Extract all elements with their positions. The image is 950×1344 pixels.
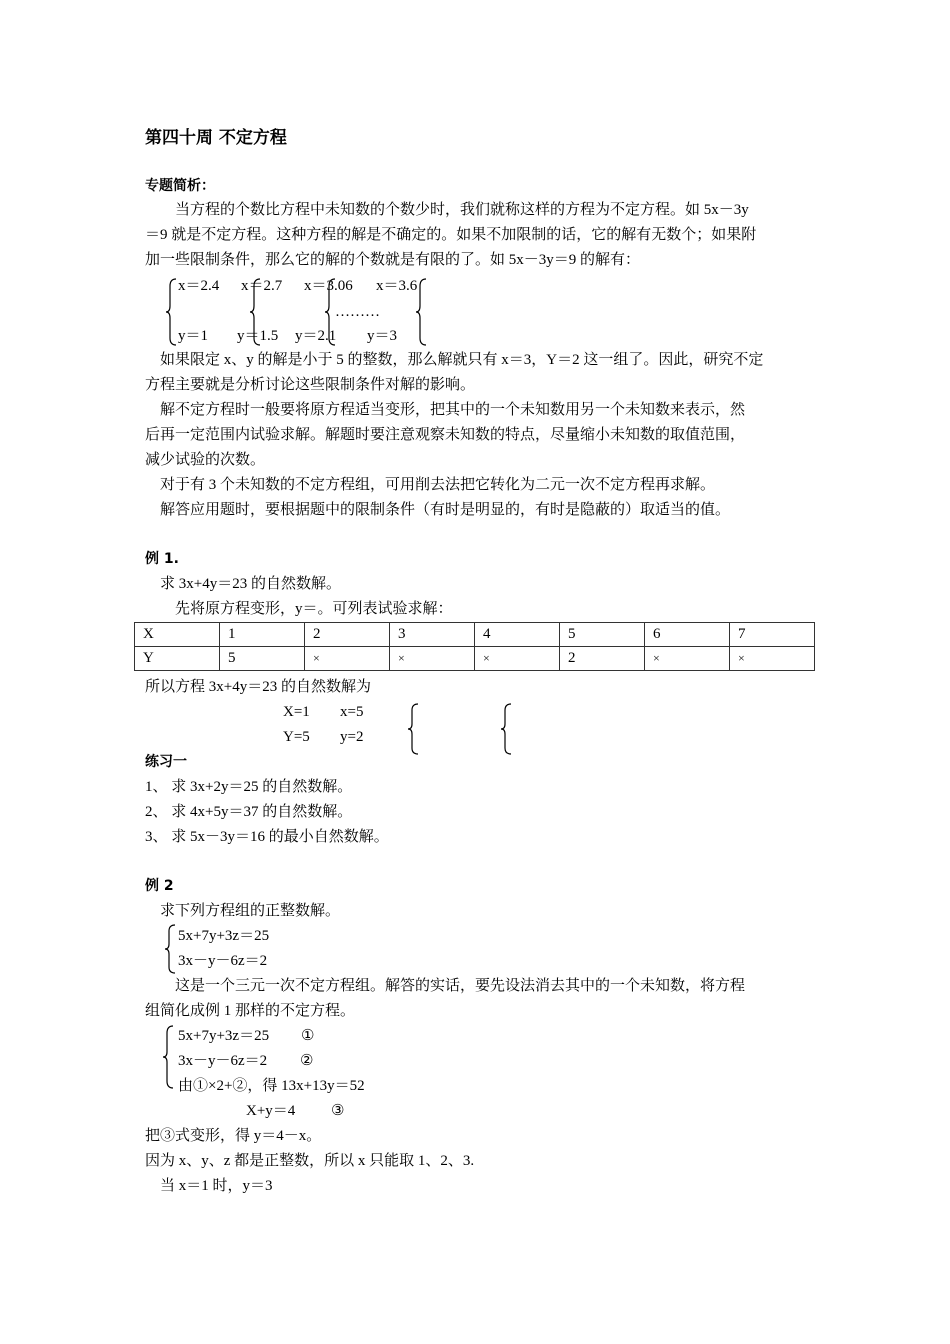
transform-step: 把③式变形，得 y＝4－x。 [145, 1128, 322, 1144]
case-step: 当 x＝1 时，y＝3 [145, 1178, 273, 1194]
example2-problem: 求下列方程组的正整数解。 [145, 903, 341, 919]
answer-y: Y=5 [283, 729, 310, 745]
table-row-y [135, 647, 815, 671]
analysis-paragraph-line: 当方程的个数比方程中未知数的个数少时，我们就称这样的方程为不定方程。如 5x－3y [145, 202, 749, 218]
table-cell: X [135, 623, 220, 647]
exercise1-heading: 练习一 [145, 754, 187, 770]
example2-heading: 例 2 [145, 878, 174, 894]
analysis-paragraph-line: 解不定方程时一般要将原方程适当变形，把其中的一个未知数用另一个未知数来表示，然 [145, 402, 746, 418]
example2-explanation: 这是一个三元一次不定方程组。解答的实话，要先设法消去其中的一个未知数，将方程 [145, 978, 746, 994]
analysis-paragraph-line: 加一些限制条件，那么它的解的个数就是有限的了。如 5x－3y＝9 的解有： [145, 252, 641, 268]
equation-marker: ② [300, 1053, 314, 1069]
analysis-paragraph-line: 如果限定 x、y 的解是小于 5 的整数，那么解就只有 x＝3，Y＝2 这一组了。因此，研究不定 [145, 352, 764, 368]
system-equation: 5x+7y+3z＝25 [178, 928, 270, 944]
answer-x: X=1 [283, 704, 310, 720]
trial-table [134, 622, 815, 671]
table-cell: 5 [560, 623, 645, 647]
analysis-paragraph-line: ＝9 就是不定方程。这种方程的解是不确定的。如果不加限制的话，它的解有无数个；如果附 [145, 227, 757, 243]
left-brace-icon [416, 278, 428, 346]
answer-y: y=2 [340, 729, 364, 745]
example1-problem: 求 3x+4y＝23 的自然数解。 [145, 576, 341, 592]
left-brace-icon [408, 703, 420, 755]
solution-x: x＝2.4 [178, 278, 220, 294]
analysis-paragraph-line: 解答应用题时，要根据题中的限制条件（有时是明显的，有时是隐蔽的）取适当的值。 [145, 502, 731, 518]
table-cell: × [645, 647, 730, 671]
table-cell: 2 [305, 623, 390, 647]
equation-3: X+y＝4 [246, 1103, 296, 1119]
exercise-item: 2、 求 4x+5y＝37 的自然数解。 [145, 804, 353, 820]
example1-step: 先将原方程变形，y＝。可列表试验求解： [145, 601, 453, 617]
table-cell: 4 [475, 623, 560, 647]
solution-y: y＝2.1 [295, 328, 337, 344]
left-brace-icon [163, 1025, 175, 1089]
system-equation: 3x－y－6z＝2 [178, 1053, 268, 1069]
analysis-paragraph-line: 对于有 3 个未知数的不定方程组，可用削去法把它转化为二元一次不定方程再求解。 [145, 477, 716, 493]
table-cell: × [305, 647, 390, 671]
equation-marker: ③ [331, 1103, 345, 1119]
analysis-paragraph-line: 后再一定范围内试验求解。解题时要注意观察未知数的特点，尽量缩小未知数的取值范围， [145, 427, 746, 443]
table-cell: × [730, 647, 815, 671]
table-cell: Y [135, 647, 220, 671]
table-cell: × [475, 647, 560, 671]
exercise-item: 3、 求 5x－3y＝16 的最小自然数解。 [145, 829, 389, 845]
left-brace-icon [165, 924, 177, 974]
example1-heading: 例 1. [145, 551, 179, 567]
reasoning-step: 因为 x、y、z 都是正整数，所以 x 只能取 1、2、3. [145, 1153, 475, 1169]
system-equation: 5x+7y+3z＝25 [178, 1028, 270, 1044]
table-cell: 7 [730, 623, 815, 647]
solution-x: x＝2.7 [241, 278, 283, 294]
ellipsis-dots: ……… [335, 304, 380, 320]
example1-conclusion: 所以方程 3x+4y＝23 的自然数解为 [145, 679, 371, 695]
table-cell: × [390, 647, 475, 671]
solution-y: y＝3 [367, 328, 398, 344]
solution-y: y＝1 [178, 328, 209, 344]
table-cell: 1 [220, 623, 305, 647]
answer-x: x=5 [340, 704, 364, 720]
table-cell: 6 [645, 623, 730, 647]
solution-x: x＝3.6 [376, 278, 418, 294]
analysis-paragraph-line: 减少试验的次数。 [145, 452, 266, 468]
equation-marker: ① [301, 1028, 315, 1044]
solution-y: y＝1.5 [237, 328, 279, 344]
left-brace-icon [166, 278, 178, 346]
table-cell: 5 [220, 647, 305, 671]
page-title: 第四十周 不定方程 [145, 128, 287, 148]
analysis-paragraph-line: 方程主要就是分析讨论这些限制条件对解的影响。 [145, 377, 476, 393]
section-heading-analysis: 专题简析： [145, 178, 215, 194]
table-row-x [135, 623, 815, 647]
example2-explanation: 组简化成例 1 那样的不定方程。 [145, 1003, 356, 1019]
table-cell: 2 [560, 647, 645, 671]
table-cell: 3 [390, 623, 475, 647]
system-equation: 3x－y－6z＝2 [178, 953, 268, 969]
exercise-item: 1、 求 3x+2y＝25 的自然数解。 [145, 779, 353, 795]
derivation-step: 由①×2+②，得 13x+13y＝52 [178, 1078, 365, 1094]
left-brace-icon [501, 703, 513, 755]
solution-x: x＝3.06 [304, 278, 353, 294]
